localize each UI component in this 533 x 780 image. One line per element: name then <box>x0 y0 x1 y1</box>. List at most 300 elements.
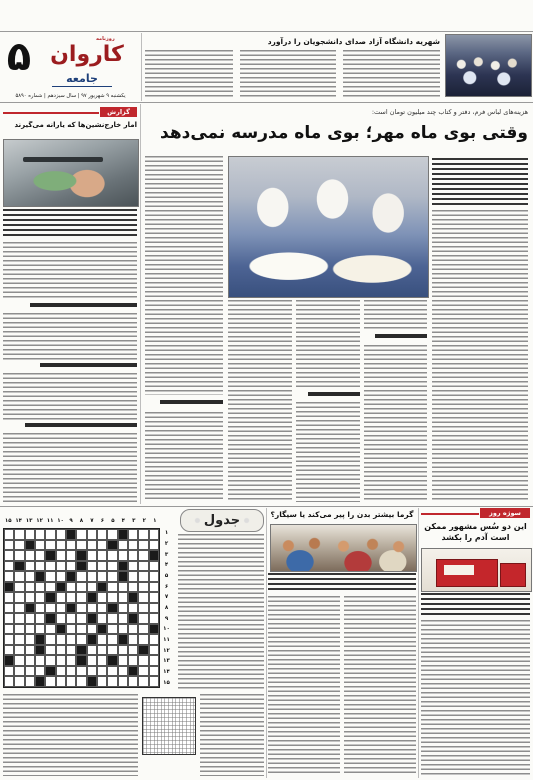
report-body-text <box>3 433 137 502</box>
story-of-day-headline: این دو سُس مشهور ممکن است آدم را بکشد <box>424 522 527 542</box>
crossword-cell <box>56 561 66 572</box>
crossword-cell <box>56 603 66 614</box>
crossword-column-number: ۲ <box>142 518 146 524</box>
crossword-cell <box>76 666 86 677</box>
crossword-column-number: ۹ <box>69 518 73 524</box>
lead-story-body-text <box>432 210 528 502</box>
crossword-row-number: ۱۳ <box>163 658 170 665</box>
schoolgirls-reading-photo <box>228 156 429 298</box>
logo-kicker: روزنامه <box>96 36 115 42</box>
crossword-black-cell <box>107 603 117 614</box>
crossword-cell <box>4 561 14 572</box>
report-tag: گزارش <box>100 107 137 117</box>
crossword-cell <box>66 613 76 624</box>
sauce-box-label <box>444 565 474 575</box>
report-body-text <box>3 313 137 360</box>
crossword-cell <box>107 624 117 635</box>
crossword-cell <box>149 666 159 677</box>
column-rule <box>266 508 267 778</box>
crossword-cell <box>97 634 107 645</box>
lead-story-kicker: هزینه‌های لباس فرم، دفتر و کتاب چند میلیون تومان است: <box>371 108 528 116</box>
crossword-cell <box>14 571 24 582</box>
crossword-cell <box>87 624 97 635</box>
report-headline: آمار خارج‌نشین‌ها که یارانه می‌گیرند <box>14 121 137 129</box>
crossword-black-cell <box>56 624 66 635</box>
crossword-black-cell <box>66 529 76 540</box>
crossword-column-number: ۳ <box>132 518 136 524</box>
crossword-cell <box>128 550 138 561</box>
crossword-cell <box>56 550 66 561</box>
crossword-cell <box>128 676 138 687</box>
crossword-cell <box>4 592 14 603</box>
crossword-cell <box>128 582 138 593</box>
crossword-cell <box>25 571 35 582</box>
health-body-text <box>268 596 340 776</box>
crossword-cell <box>14 645 24 656</box>
crossword-cell <box>128 645 138 656</box>
lead-story-body-text <box>228 300 292 502</box>
crossword-cell <box>25 634 35 645</box>
crossword-column-number: ۱۰ <box>57 518 64 524</box>
crossword-cell <box>107 676 117 687</box>
crossword-cell <box>35 613 45 624</box>
crossword-black-cell <box>128 592 138 603</box>
crossword-black-cell <box>128 613 138 624</box>
crossword-cell <box>87 540 97 551</box>
crossword-cell <box>128 571 138 582</box>
crossword-row-number: ۲ <box>164 541 169 547</box>
crossword-cell <box>56 634 66 645</box>
crossword-cell <box>149 529 159 540</box>
crossword-black-cell <box>149 550 159 561</box>
crossword-cell <box>35 540 45 551</box>
crossword-cell <box>35 592 45 603</box>
crossword-black-cell <box>35 634 45 645</box>
lead-story-subheading <box>160 400 223 404</box>
crossword-cell <box>87 550 97 561</box>
crossword-cell <box>45 655 55 666</box>
crossword-black-cell <box>66 571 76 582</box>
crossword-cell <box>149 676 159 687</box>
crossword-black-cell <box>87 613 97 624</box>
crossword-black-cell <box>45 666 55 677</box>
crossword-black-cell <box>87 634 97 645</box>
crossword-cell <box>4 540 14 551</box>
crossword-black-cell <box>76 550 86 561</box>
crossword-cell <box>97 645 107 656</box>
crossword-cell <box>56 676 66 687</box>
sauce-bottles-photo <box>421 548 532 592</box>
crossword-column-number: ۱۲ <box>36 518 43 524</box>
crossword-cell <box>66 561 76 572</box>
crossword-cell <box>149 613 159 624</box>
crossword-cell <box>35 655 45 666</box>
crossword-cell <box>97 571 107 582</box>
crossword-cell <box>149 540 159 551</box>
crossword-cell <box>118 645 128 656</box>
crossword-cell <box>118 582 128 593</box>
crossword-cell <box>138 634 148 645</box>
crossword-cell <box>14 634 24 645</box>
crossword-cell <box>97 613 107 624</box>
crossword-row-number: ۳ <box>164 551 169 558</box>
crossword-cell <box>14 540 24 551</box>
crossword-cell <box>97 529 107 540</box>
crossword-cell <box>76 582 86 593</box>
crossword-black-cell <box>107 540 117 551</box>
column-rule <box>140 104 141 504</box>
crossword-cell <box>45 603 55 614</box>
crossword-black-cell <box>45 613 55 624</box>
atm-cash-photo <box>3 139 139 207</box>
crossword-column-numbers <box>3 516 160 526</box>
crossword-cell <box>66 666 76 677</box>
crossword-black-cell <box>56 582 66 593</box>
crossword-cell <box>97 540 107 551</box>
crossword-row-number: ۵ <box>164 573 169 580</box>
section-name: جامعه <box>52 72 112 87</box>
crossword-cell <box>149 582 159 593</box>
crossword-clues-text <box>178 534 264 690</box>
top-story-body-text <box>343 50 440 97</box>
report-subheading <box>25 423 137 427</box>
crossword-cell <box>4 529 14 540</box>
crossword-cell <box>45 540 55 551</box>
crossword-cell <box>107 571 117 582</box>
crossword-cell <box>66 624 76 635</box>
crossword-cell <box>4 666 14 677</box>
crossword-row-number: ۱ <box>164 530 169 537</box>
crossword-cell <box>4 676 14 687</box>
crossword-cell <box>107 666 117 677</box>
crossword-row-number: ۸ <box>164 605 169 612</box>
crossword-cell <box>149 634 159 645</box>
crossword-cell <box>138 592 148 603</box>
crossword-cell <box>97 550 107 561</box>
crossword-column-number: ۱ <box>153 518 157 524</box>
crossword-row-numbers <box>161 528 172 688</box>
crossword-cell <box>25 592 35 603</box>
crossword-cell <box>14 613 24 624</box>
crossword-cell <box>4 571 14 582</box>
crossword-cell <box>14 655 24 666</box>
crossword-cell <box>25 676 35 687</box>
crossword-cell <box>25 613 35 624</box>
crossword-cell <box>87 603 97 614</box>
health-body-text <box>344 596 416 776</box>
crossword-cell <box>128 603 138 614</box>
crossword-cell <box>45 529 55 540</box>
crossword-cell <box>87 571 97 582</box>
crossword-cell <box>107 592 117 603</box>
top-story-body-text <box>240 50 336 97</box>
crossword-cell <box>35 666 45 677</box>
crossword-cell <box>66 582 76 593</box>
crossword-column-number: ۴ <box>121 518 126 524</box>
crossword-row-number: ۱۰ <box>163 626 170 633</box>
crossword-cell <box>97 603 107 614</box>
crossword-cell <box>76 571 86 582</box>
crossword-cell <box>56 655 66 666</box>
crossword-cell <box>138 582 148 593</box>
crossword-cell <box>118 624 128 635</box>
crossword-black-cell <box>118 561 128 572</box>
crossword-cell <box>118 613 128 624</box>
crossword-grid <box>3 528 160 688</box>
crossword-cell <box>14 666 24 677</box>
crossword-cell <box>25 624 35 635</box>
crossword-cell <box>87 655 97 666</box>
graduation-photo <box>445 34 532 97</box>
crossword-cell <box>149 645 159 656</box>
crossword-black-cell <box>107 655 117 666</box>
crossword-cell <box>14 603 24 614</box>
crossword-cell <box>107 634 117 645</box>
crossword-cell <box>76 613 86 624</box>
crossword-cell <box>56 666 66 677</box>
crossword-cell <box>138 603 148 614</box>
crossword-cell <box>76 540 86 551</box>
crossword-cell <box>35 603 45 614</box>
crossword-cell <box>138 529 148 540</box>
crossword-cell <box>25 655 35 666</box>
dateline: یکشنبه ۹ شهریور ۹۷ | سال سیزدهم | شماره ۵۸۹۰ <box>15 93 126 99</box>
crossword-cell <box>107 613 117 624</box>
crossword-column-number: ۵ <box>111 518 115 524</box>
crossword-cell <box>149 561 159 572</box>
crossword-cell <box>35 624 45 635</box>
crossword-cell <box>76 634 86 645</box>
crossword-cell <box>97 655 107 666</box>
crossword-cell <box>138 540 148 551</box>
crossword-black-cell <box>45 592 55 603</box>
crossword-black-cell <box>87 592 97 603</box>
crossword-cell <box>35 582 45 593</box>
crossword-black-cell <box>45 550 55 561</box>
health-headline: گرما بیشتر بدن را پیر می‌کند یا سیگار؟ <box>270 510 414 519</box>
crossword-cell <box>4 634 14 645</box>
crossword-black-cell <box>138 645 148 656</box>
crossword-cell <box>14 624 24 635</box>
crossword-black-cell <box>14 561 24 572</box>
column-rule <box>141 33 142 101</box>
lead-story-subheading <box>375 334 427 338</box>
crossword-cell <box>56 571 66 582</box>
crossword-cell <box>76 603 86 614</box>
crossword-black-cell <box>76 561 86 572</box>
crossword-black-cell <box>118 634 128 645</box>
crossword-cell <box>4 613 14 624</box>
crossword-cell <box>118 666 128 677</box>
crossword-cell <box>45 634 55 645</box>
crossword-cell <box>107 550 117 561</box>
crossword-cell <box>138 571 148 582</box>
crossword-cell <box>14 676 24 687</box>
crossword-row-number: ۱۱ <box>163 637 170 644</box>
crossword-cell <box>138 624 148 635</box>
crossword-cell <box>56 540 66 551</box>
lead-story-body-text <box>296 300 360 388</box>
crossword-cell <box>45 645 55 656</box>
crossword-cell <box>107 561 117 572</box>
crossword-black-cell <box>97 624 107 635</box>
crossword-cell <box>66 592 76 603</box>
crossword-black-cell <box>25 540 35 551</box>
crossword-black-cell <box>128 666 138 677</box>
crossword-cell <box>128 540 138 551</box>
crossword-black-cell <box>35 571 45 582</box>
crossword-cell <box>45 676 55 687</box>
top-story-headline: شهریه دانشگاه آزاد صدای دانشجویان را درآورد <box>267 37 440 46</box>
crossword-cell <box>138 666 148 677</box>
health-intro-text <box>268 573 416 592</box>
crossword-cell <box>4 645 14 656</box>
crossword-column-number: ۱۱ <box>46 518 54 524</box>
crossword-cell <box>149 603 159 614</box>
crossword-cell <box>4 624 14 635</box>
crossword-cell <box>128 655 138 666</box>
crossword-cell <box>76 624 86 635</box>
sauce-box <box>500 563 526 587</box>
crossword-cell <box>149 592 159 603</box>
crossword-column-number: ۸ <box>79 518 84 524</box>
crossword-row-number: ۹ <box>164 615 169 622</box>
crossword-cell <box>149 655 159 666</box>
top-story-body-text <box>145 50 233 97</box>
page-number: ۵ <box>6 34 32 80</box>
crossword-row-number: ۱۲ <box>163 647 170 654</box>
crossword-column-number: ۷ <box>90 518 94 524</box>
crossword-cell <box>66 550 76 561</box>
crossword-black-cell <box>76 655 86 666</box>
crossword-row-number: ۷ <box>164 594 169 601</box>
story-of-day-body-text <box>421 620 530 776</box>
previous-crossword-solution-grid <box>142 697 196 755</box>
crossword-cell <box>138 655 148 666</box>
crossword-cell <box>128 634 138 645</box>
crossword-cell <box>4 550 14 561</box>
crossword-cell <box>56 592 66 603</box>
crossword-cell <box>66 655 76 666</box>
crossword-cell <box>25 561 35 572</box>
lead-story-subheading <box>308 392 360 396</box>
crossword-black-cell <box>35 676 45 687</box>
crossword-cell <box>107 582 117 593</box>
crossword-black-cell <box>97 582 107 593</box>
crossword-cell <box>118 540 128 551</box>
crossword-cell <box>87 666 97 677</box>
crossword-cell <box>25 529 35 540</box>
crossword-black-cell <box>66 603 76 614</box>
crossword-row-number: ۱۴ <box>163 669 170 676</box>
crossword-black-cell <box>118 571 128 582</box>
crossword-row-number: ۴ <box>164 562 169 569</box>
crossword-black-cell <box>118 529 128 540</box>
crossword-cell <box>149 571 159 582</box>
report-subheading <box>30 303 137 307</box>
crossword-cell <box>97 592 107 603</box>
crossword-black-cell <box>25 603 35 614</box>
report-body-text <box>3 373 137 420</box>
crossword-row-number: ۱۵ <box>163 679 170 686</box>
crossword-row-number: ۶ <box>164 583 169 590</box>
crossword-cell <box>118 655 128 666</box>
crossword-cell <box>128 561 138 572</box>
crossword-cell <box>87 645 97 656</box>
crowd-photo <box>270 524 417 572</box>
crossword-black-cell <box>149 624 159 635</box>
crossword-column-number: ۱۴ <box>15 518 23 524</box>
top-rule <box>0 31 533 32</box>
crossword-cell <box>107 645 117 656</box>
crossword-cell <box>138 561 148 572</box>
crossword-cell <box>56 613 66 624</box>
crossword-black-cell <box>87 676 97 687</box>
crossword-cell <box>118 676 128 687</box>
crossword-cell <box>45 561 55 572</box>
crossword-cell <box>118 550 128 561</box>
crossword-cell <box>66 540 76 551</box>
crossword-cell <box>87 561 97 572</box>
crossword-cell <box>128 529 138 540</box>
crossword-cell <box>45 571 55 582</box>
crossword-black-cell <box>4 582 14 593</box>
crossword-cell <box>138 613 148 624</box>
crossword-cell <box>25 582 35 593</box>
crossword-cell <box>14 582 24 593</box>
lead-story-body-text <box>364 345 427 502</box>
crossword-cell <box>118 603 128 614</box>
crossword-cell <box>56 645 66 656</box>
lead-story-body-text <box>296 402 360 502</box>
crossword-cell <box>14 592 24 603</box>
crossword-black-cell <box>35 645 45 656</box>
crossword-cell <box>45 582 55 593</box>
crossword-cell <box>35 561 45 572</box>
crossword-cell <box>76 529 86 540</box>
crossword-cell <box>107 529 117 540</box>
crossword-column-number: ۶ <box>100 518 105 524</box>
report-subheading <box>40 363 137 367</box>
crossword-column-number: ۱۳ <box>25 518 33 524</box>
crossword-cell <box>35 550 45 561</box>
crossword-black-cell <box>4 655 14 666</box>
bottom-section-rule <box>0 506 533 507</box>
lead-story-headline: وقتی بوی ماه مهر؛ بوی ماه مدرسه نمی‌دهد <box>160 123 528 143</box>
crossword-cell <box>35 529 45 540</box>
report-intro-text <box>3 209 137 238</box>
crossword-black-cell <box>76 645 86 656</box>
column-rule <box>418 508 419 778</box>
crossword-cell <box>66 676 76 687</box>
crossword-cell <box>138 550 148 561</box>
report-body-text <box>3 242 137 300</box>
crossword-cell <box>66 634 76 645</box>
crossword-cell <box>87 582 97 593</box>
newspaper-logo: کاروان <box>50 42 124 67</box>
crossword-cell <box>4 603 14 614</box>
crossword-cell <box>14 550 24 561</box>
crossword-cell <box>76 592 86 603</box>
atm-slot <box>23 157 103 162</box>
report-tag-rule <box>3 112 99 114</box>
crossword-column-number: ۱۵ <box>4 518 12 524</box>
crossword-cell <box>25 550 35 561</box>
lead-story-intro-text <box>432 158 528 205</box>
crossword-clues-text <box>3 694 138 776</box>
crossword-title: جدول <box>180 509 264 532</box>
crossword-cell <box>45 624 55 635</box>
